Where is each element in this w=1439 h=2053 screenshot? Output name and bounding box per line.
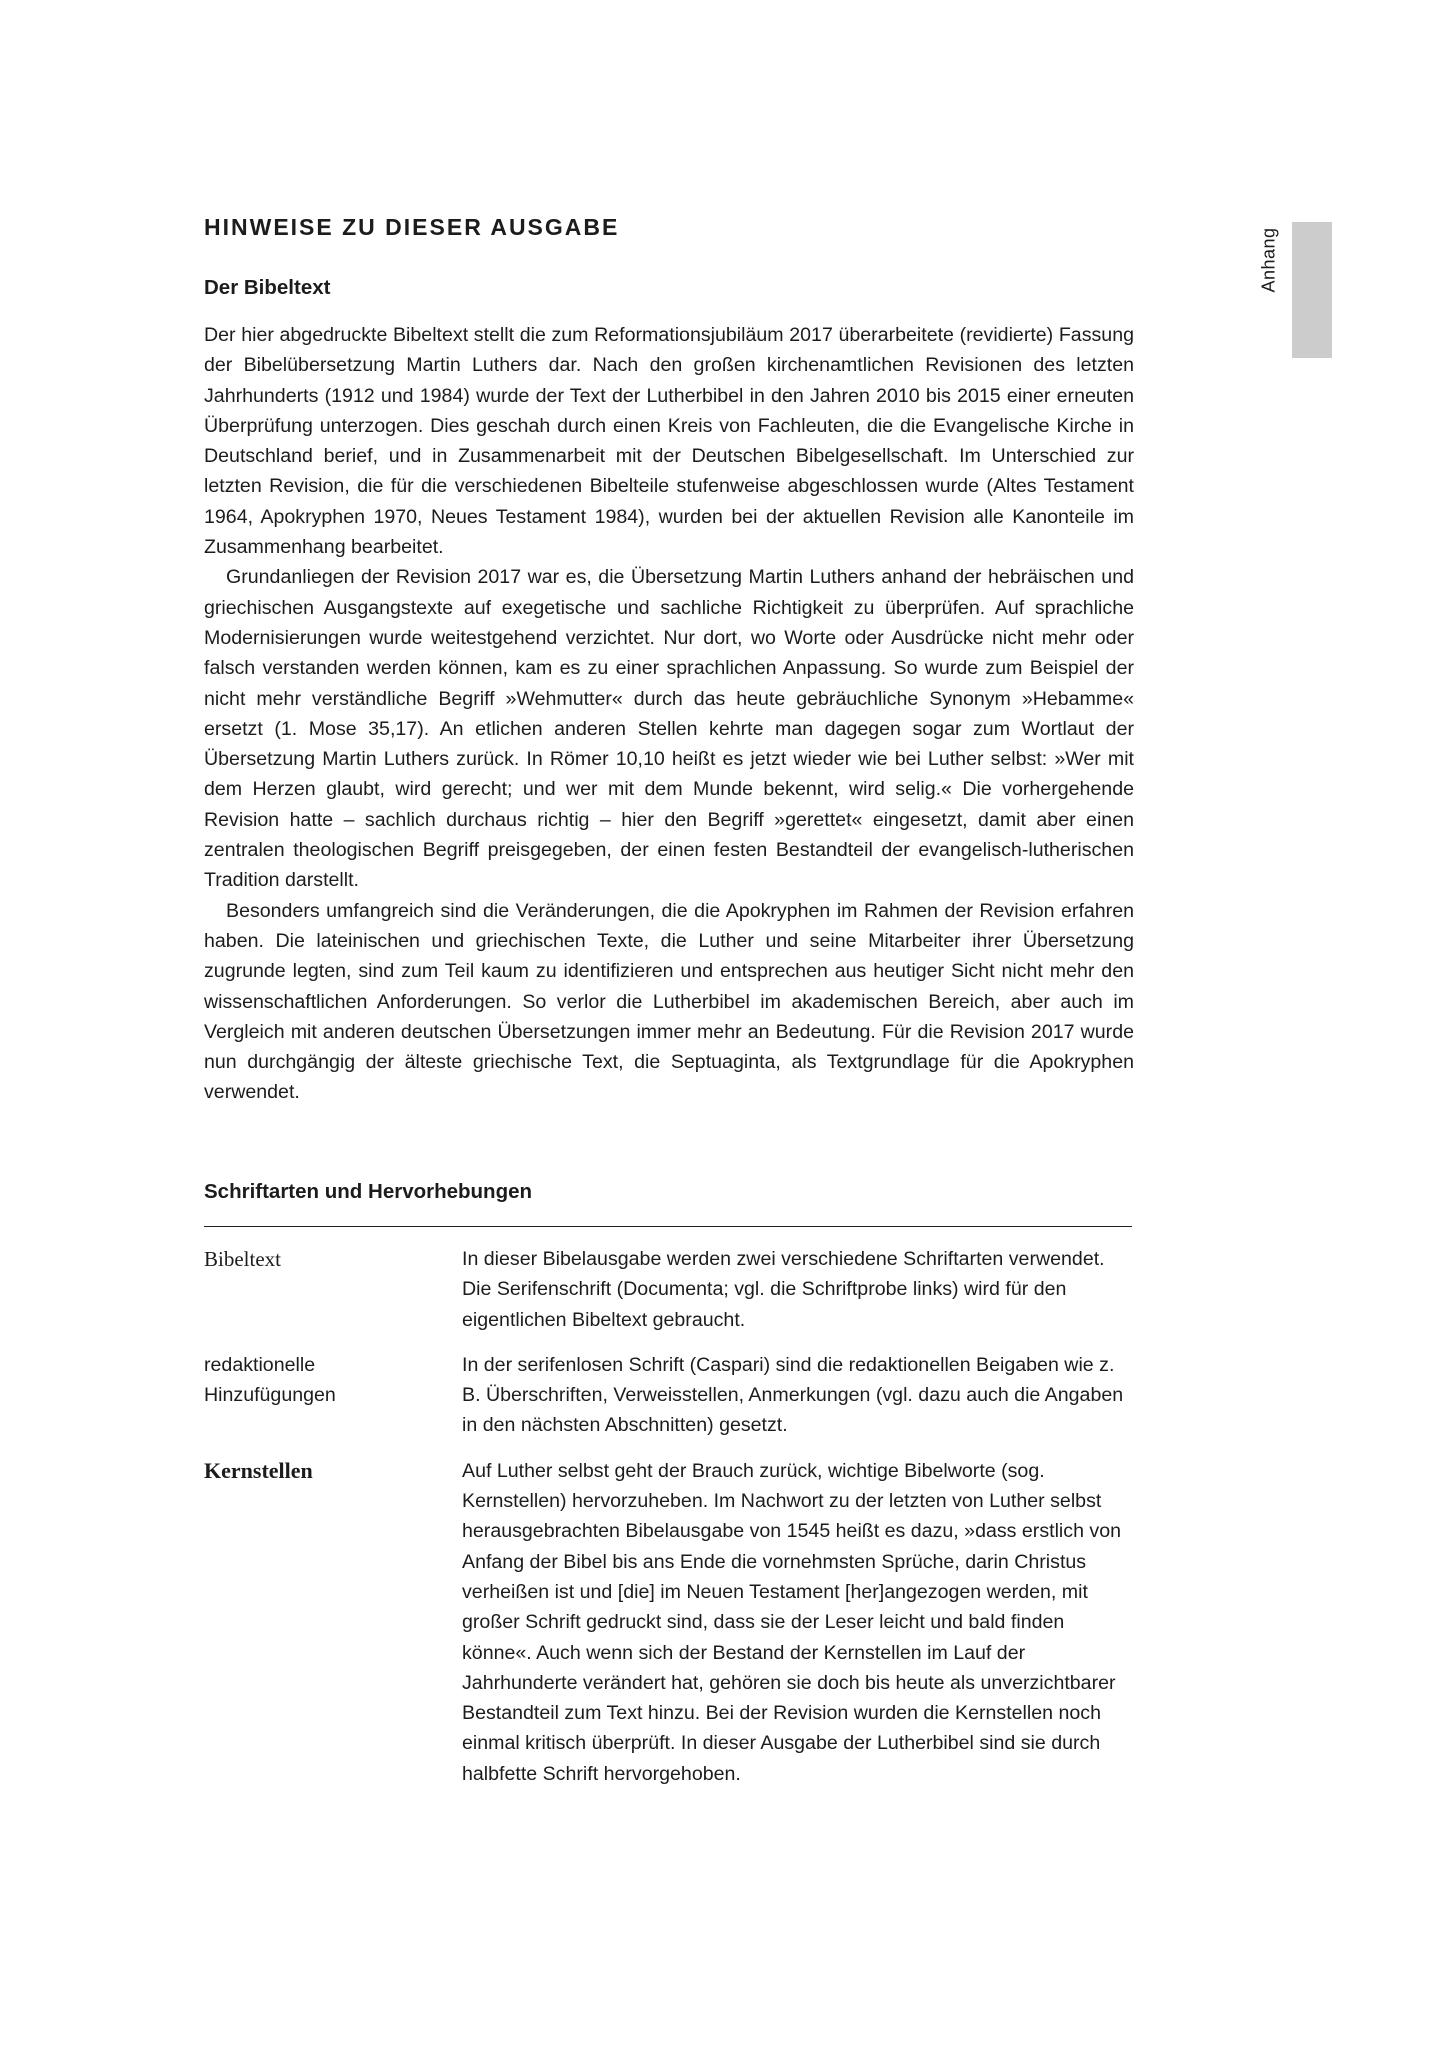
bibeltext-body bbox=[204, 320, 1134, 1108]
description: In dieser Bibelausgabe werden zwei verschiedene Schriftarten verwendet. Die Serifenschrift (Documenta; vgl. die Schriftprobe links) wird für den eigentlichen Bibeltext gebraucht. bbox=[462, 1248, 1105, 1331]
section-tab-text: Anhang bbox=[1258, 226, 1279, 293]
page-content bbox=[204, 214, 1134, 1785]
term-bibeltext: Bibeltext bbox=[204, 1247, 281, 1271]
term-kernstellen: Kernstellen bbox=[204, 1457, 313, 1483]
section-heading-schriftarten: Schriftarten und Hervorhebungen bbox=[204, 1180, 533, 1203]
section-divider bbox=[204, 1226, 1132, 1227]
term-redaktionelle-hinzufuegungen bbox=[204, 1350, 462, 1441]
table-row bbox=[204, 1456, 1134, 1789]
paragraph: Besonders umfangreich sind die Veränderungen, die die Apokryphen im Rahmen der Revision erfahren haben. Die lateinischen und griechischen Texte, die Luther und seine Mitarbeiter ihrer Übersetzung zugrunde legten, sind zum Teil kaum zu identifizieren und entsprechen aus heutiger Sicht nicht mehr den wissenschaftlichen Anforderungen. So verlor die Lutherbibel im akademischen Bereich, aber auch im Vergleich mit anderen deutschen Übersetzungen immer mehr an Bedeutung. Für die Revision 2017 wurde nun durchgängig der älteste griechische Text, die Septuaginta, als Textgrundlage für die Apokryphen verwendet. bbox=[204, 899, 1134, 1104]
paragraph: Grundanliegen der Revision 2017 war es, die Übersetzung Martin Luthers anhand der hebräischen und griechischen Ausgangstexte auf exegetische und sachliche Richtigkeit zu überprüfen. Auf sprachliche Modernisierungen wurde weitestgehend verzichtet. Nur dort, wo Worte oder Ausdrücke nicht mehr oder falsch verstanden werden können, kam es zu einer sprachlichen Anpassung. So wurde zum Beispiel der nicht mehr verständliche Begriff »Wehmutter« durch das heute gebräuchliche Synonym »Hebamme« ersetzt (1. Mose 35,17). An etlichen anderen Stellen kehrte man dagegen sogar zum Wortlaut der Übersetzung Martin Luthers zurück. In Römer 10,10 heißt es jetzt wieder wie bei Luther selbst: »Wer mit dem Herzen glaubt, wird gerecht; und wer mit dem Munde bekennt, wird selig.« Die vorhergehende Revision hatte – sachlich durchaus richtig – hier den Begriff »gerettet« eingesetzt, damit aber einen zentralen theologischen Begriff preisgegeben, der einen festen Bestandteil der evangelisch-lutherischen Tradition darstellt. bbox=[204, 566, 1134, 892]
table-row bbox=[204, 1350, 1134, 1441]
page-title: HINWEISE ZU DIESER AUSGABE bbox=[204, 214, 620, 240]
section-tab-marker bbox=[1292, 222, 1332, 358]
description: In der serifenlosen Schrift (Caspari) sind die redaktionellen Beigaben wie z. B. Überschriften, Verweisstellen, Anmerkungen (vgl. dazu auch die Angaben in den nächsten Abschnitten) gesetzt. bbox=[462, 1353, 1124, 1437]
description: Auf Luther selbst geht der Brauch zurück, wichtige Bibelworte (sog. Kernstellen) hervorzuheben. Im Nachwort zu der letzten von Luther selbst herausgebrachten Bibelausgabe von 1545 heißt es dazu, »dass erstlich von Anfang der Bibel bis ans Ende die vornehmsten Sprüche, darin Christus verheißen ist und [die] im Neuen Testament [her]angezogen werden, mit großer Schrift gedruckt sind, dass sie der Leser leicht und bald finden könne«. Auch wenn sich der Bestand der Kernstellen im Lauf der Jahrhunderte verändert hat, gehören sie doch bis heute als unverzichtbarer Bestandteil zum Text hinzu. Bei der Revision wurden die Kernstellen noch einmal kritisch überprüft. In dieser Ausgabe der Lutherbibel sind sie durch halbfette Schrift hervorgehoben. bbox=[462, 1459, 1122, 1785]
section-heading-bibeltext: Der Bibeltext bbox=[204, 276, 331, 299]
term-line: Hinzufügungen bbox=[204, 1384, 336, 1407]
term-line: redaktionelle bbox=[204, 1353, 316, 1376]
paragraph: Der hier abgedruckte Bibeltext stellt die zum Reformationsjubiläum 2017 überarbeitete (revidierte) Fassung der Bibelübersetzung Martin Luthers dar. Nach den großen kirchenamtlichen Revisionen des letzten Jahrhunderts (1912 und 1984) wurde der Text der Lutherbibel in den Jahren 2010 bis 2015 einer erneuten Überprüfung unterzogen. Dies geschah durch einen Kreis von Fachleuten, die die Evangelische Kirche in Deutschland berief, und in Zusammenarbeit mit der Deutschen Bibelgesellschaft. Im Unterschied zur letzten Revision, die für die verschiedenen Bibelteile stufenweise abgeschlossen wurde (Altes Testament 1964, Apokryphen 1970, Neues Testament 1984), wurden bei der aktuellen Revision alle Kanonteile im Zusammenhang bearbeitet. bbox=[204, 324, 1134, 559]
section-tab-label bbox=[1254, 222, 1284, 297]
table-row bbox=[204, 1244, 1134, 1335]
schriftarten-table bbox=[204, 1244, 1134, 1804]
